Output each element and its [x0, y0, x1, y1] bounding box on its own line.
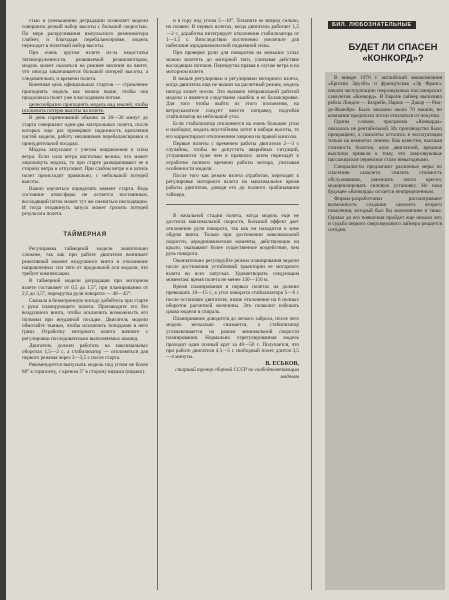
paragraph: Рекомендуется выпускать модель под углом не более 80° к горизонту, с креном 5° в сторону виража (вправо). — [22, 362, 148, 375]
paragraph: Важно научиться определять момент старта. Ведь состояние атмосферы не остается постоянным, восходящий поток может тут же смениться нисходящим. И тогда отодвинуть запуск может грозить потерей результата полета. — [22, 185, 148, 218]
paragraph: Двигатель должен работать на максимальных оборотах 1,5—2 с, а стабилизатор — отклоняться для первого режима через 3—3,5 с после старта. — [22, 342, 148, 362]
paragraph: и в гору под углом 5—10°. Толкните ее вперед сильно, но плавно. В первых взлетах, когда двигатель работает 1,5—2 с, доработка интегрирует отклонение стабилизатора от 1—1,5 с. Впоследствии постепенно увеличьте для набегания аэродинамической подъемной силы. — [166, 18, 299, 50]
author-signature — [166, 361, 299, 380]
paragraph: стью и уменьшению деградации позволяет модели совершить резкий набор высоты с большой скоростью. По мере раскручивания импульсного резиномотора слабеет, и благодаря перебалансировке, модель переходит в полетный набор высоты. — [22, 18, 148, 50]
paragraph: После того как режим взлета отработан, переходят к регулировке моторного взлета на максимальное время работы двигателя, доводя его до полного срабатывания таймера. — [166, 172, 299, 198]
paragraph: При очень крутом взлете из-за недостатка тяговооруженности, развиваемой резиномотором, модель может оказаться на режиме висения на винте, что иногда заканчивается большой потерей высоты, а следовательно, и времени полета. — [22, 50, 148, 82]
paragraph: При проверке рули для поворотов на меньших углах можно взлететь до моторной тяги, учитывая действие восходящих потоков. Перекрутка правая в случае ветра и на моторном взлете. — [166, 50, 299, 76]
paragraph: Конечная цель официальных стартов — стремление приподнять модель как можно выше, чтобы она продолжила полет уже в восходящем потоке. — [22, 82, 148, 102]
horizontal-rule — [166, 204, 299, 205]
author-name: В. ЕСЬКОВ, — [265, 361, 299, 368]
paragraph: Если стабилизатор отклоняется на очень большие углы и наоборот, модель неустойчиво летит в наборе высоты, то его корректируют отклонением элерона на правой консоли. — [166, 121, 299, 140]
column-divider — [157, 18, 158, 590]
paragraph: Фирмы-разработчики рассматривают возможность создания самолета второго поколения, который был бы экономичнее и тише. Однако до его появления пройдет еще немало лет, и судьба первого сверхзвукового лайнера решается сегодня. — [328, 195, 442, 234]
paragraph: Время планирования в первых полетах на должно превышать 10—15 с, а угол поворота стабилизатора 5—6 с после остановки двигателя, иначе отклонение на 6 полных оборотов расчетной величины. Это позволит избежать срыва модели в спираль. — [166, 283, 299, 316]
article-column-middle — [166, 18, 299, 590]
newspaper-clipping — [325, 72, 445, 590]
author-role: старший тренер сборной СССР по свободнолетающим моделям — [175, 367, 299, 380]
paragraph: В день соревнований обычно за 20—30 минут до старта совершают один-два контрольных полета, после которых еще раз проверяют надежность крепления частей модели, работу механизмов перебалансировки и принудительной посадки. — [22, 115, 148, 147]
paragraph: Планирование доводится до легкого заброса, после чего модель несколько снижается, а стабилизатор устанавливается на режим минимальной скорости планирования. Нормально отрегулированная модель проходит один полный круг за 40—50 с. Получается, что при работе двигателя 4,5—5 с свободный полет длится 3,5—4 минуты. — [166, 316, 299, 361]
paragraph: В начале регулировки и регулировки моторного взлета, когда двигатель еще не вышел на расчетный режим, модель иногда клюет носом. Это вызвано неправильной работой модели и является следствием ошибок в ее балансировке. Для того чтобы выйти из этого положения, на ветроуказателе следует внести поправку, подгибая стабилизатор на небольшой угол. — [166, 76, 299, 121]
rubric-label: БИЛ. ЛЮБОЗНАТЕЛЬНЫЕ — [328, 21, 416, 29]
magazine-page — [6, 0, 449, 600]
paragraph: Первые полеты с временем работы двигателя 2—3 с случайны, чтобы не допустить аварийных ситуаций, устраиваются хуже чем в правилах; затем переходят к отработке полного времени работы мотора, учитывая особенности модели. — [166, 140, 299, 172]
paragraph: В таймерной модели деградация при моторном взлете составляет от 0,5 до 1,5°, при планировании от 2,5 до 3,5°, перекрутка руля поворота — 40—45°. — [22, 278, 148, 297]
underlined-passage: целесообразно приподнять модель над землей, чтобы исключить потерю высоты на взлете. — [22, 101, 148, 115]
column-divider — [311, 18, 312, 590]
paragraph: Окончательно регулируйте режим планирования модели после достижения устойчивой траектории ее моторного взлета во всех запусках. Удовлетворить следующим моментам: время полета не менее 130—150 м. — [166, 258, 299, 284]
section-heading: ТАЙМЕРНАЯ — [63, 231, 107, 238]
article-column-left — [22, 18, 148, 590]
news-title: БУДЕТ ЛИ СПАСЕН «КОНКОРД»? — [348, 41, 438, 63]
paragraph: В январе 1976 г. английский авиакомпания «Бритиш Эруэйз» и французская «Эр Франс» начали эксплуатацию сверхзвуковых пассажирских самолетов «Конкорд». В Европе лайнер выполнял рейсы Лондон — Бахрейн, Париж — Дакар — Рио-де-Жанейро. Было заказано около 70 машин, но компании предпочли потом отказаться от покупки. — [328, 75, 442, 120]
paragraph: Специалисты предлагают различные меры по спасению самолета: снизить стоимость обслуживания, увеличить число кресел, модернизировать силовую установку. Но пока будущее «Конкорда» остается неопределенным. — [328, 163, 442, 196]
paragraph: Сначала в безветренную погоду добейтесь при старте с руки планирующего полета. Производите это без воздушного винта, чтобы исключить возможность его поломки при неудачной посадке. Двигатель модели обмотайте тканью, чтобы исключить попадание в него грязи. Отработку моторного взлета начните с регулировки последовательно выполняемых команд. — [22, 297, 148, 342]
paragraph: Регулировка таймерной модели значительно сложнее, так как при работе двигателя возникает реактивный момент воздушного винта и отклонение направленных сил тяги от продольной оси модели, что требует компенсации. — [22, 246, 148, 278]
paragraph: В начальной стадии полета, когда модель еще не достигла максимальной скорости, большой эффект дает отклонение руля поворота, так как он находится в зоне обдува винта. Только при достижении максимальной скорости, аэродинамические моменты, действующие на крыло, оказывают более существенное воздействие, чем руль поворота. — [166, 213, 299, 258]
paragraph: Модель запускают с учетом направления и силы ветра. Если сила ветра настолько велика, что может опрокинуть модель, то при старте разворачивают ее в сторону ветра и отпускают. При слабом ветре и в штиль полет происходит правильно, с небольшой потерей высоты. — [22, 147, 148, 186]
paragraph: Одним словом, программа «Конкорда» оказалась не рентабельной. Их производство было прекращено, а самолеты остались в эксплуатации только на немногих линиях. Как известно, высокая стоимость билетов, шум двигателей, вредные выхлопы привели к тому, что сверхзвуковые пассажирские перевозки стали невыгодными. — [328, 119, 442, 164]
